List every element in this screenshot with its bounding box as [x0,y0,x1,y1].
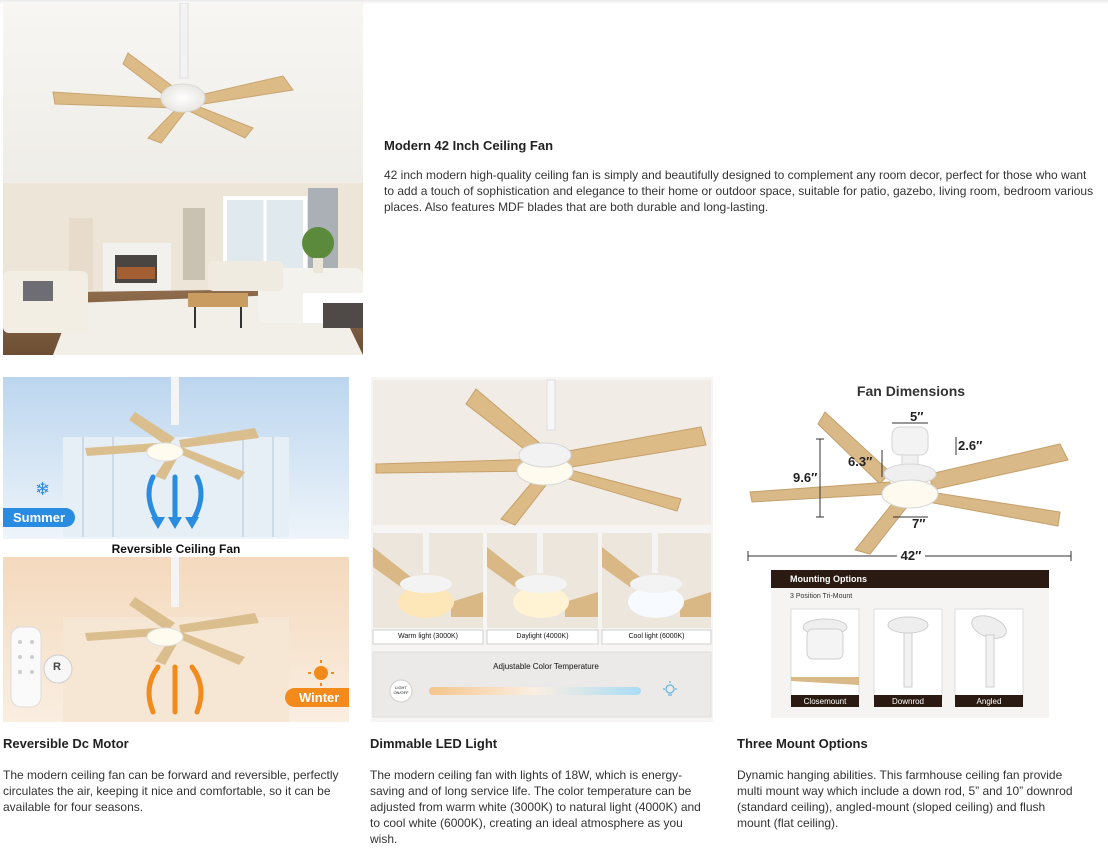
snowflake-icon: ❄ [35,479,51,500]
dim-span: 42″ [738,548,1084,563]
mount-panel-subtitle: 3 Position Tri-Mount [790,593,853,600]
dim-canopy-height: 2.6″ [958,438,983,453]
dim-total-height: 9.6″ [793,470,818,485]
mode-daylight: Daylight (4000K) [516,633,569,640]
color-temp-label: Adjustable Color Temperature [493,662,599,671]
fan-dimensions-heading: Fan Dimensions [856,383,966,399]
dim-top-width: 5″ [910,409,924,424]
feature-title-light: Dimmable LED Light [370,736,498,751]
remote-r-button: R [53,661,61,673]
mount-angled: Angled [976,697,1002,706]
mount-panel-title: Mounting Options [790,574,867,584]
reversible-caption: Reversible Ceiling Fan [111,542,241,556]
feature-description-motor: The modern ceiling fan can be forward and reversible, perfectly circulates the air, keeping it nice and comfortable, so it can be available for four seasons. [3,768,339,814]
summer-badge: Summer [3,508,75,527]
mode-warm: Warm light (3000K) [397,633,459,640]
hero-room-image [3,3,363,355]
feature-title-motor: Reversible Dc Motor [3,736,129,751]
hero-description: 42 inch modern high-quality ceiling fan is simply and beautifully designed to complement any room decor, perfect for those who want to add a touch of sophistication and elegance to their home or outdoor space, suitable for patio, gazebo, living room, bedroom various places. Also features MDF blades that are both durable and long-lasting. [384,168,1094,214]
hero-title: Modern 42 Inch Ceiling Fan [384,138,554,153]
feature-description-mount: Dynamic hanging abilities. This farmhouse ceiling fan provide multi mount way which include a down rod, 5” and 10” downrod (standard ceiling), angled-mount (sloped ceiling) and flush mount (flat ceiling). [737,768,1073,830]
mount-closemount: Closemount [803,697,847,706]
mount-downrod: Downrod [891,697,924,706]
light-switch-label: LIGHT ON/OFF [393,685,409,695]
feature-description-light: The modern ceiling fan with lights of 18W, which is energy-saving and of long service life. The color temperature can be adjusted from warm white (3000K) to natural light (4000K) and to cool white (6000K), creating an ideal atmosphere as you wish. [370,768,701,846]
reversible-fan-image [3,377,349,722]
dim-light-width: 7″ [912,516,926,531]
winter-badge: Winter [285,688,349,707]
feature-title-mount: Three Mount Options [737,736,868,751]
dim-body-height: 6.3″ [848,454,873,469]
dimmable-light-image [371,377,713,722]
mode-cool: Cool light (6000K) [628,633,685,640]
mount-options-image [738,377,1084,722]
